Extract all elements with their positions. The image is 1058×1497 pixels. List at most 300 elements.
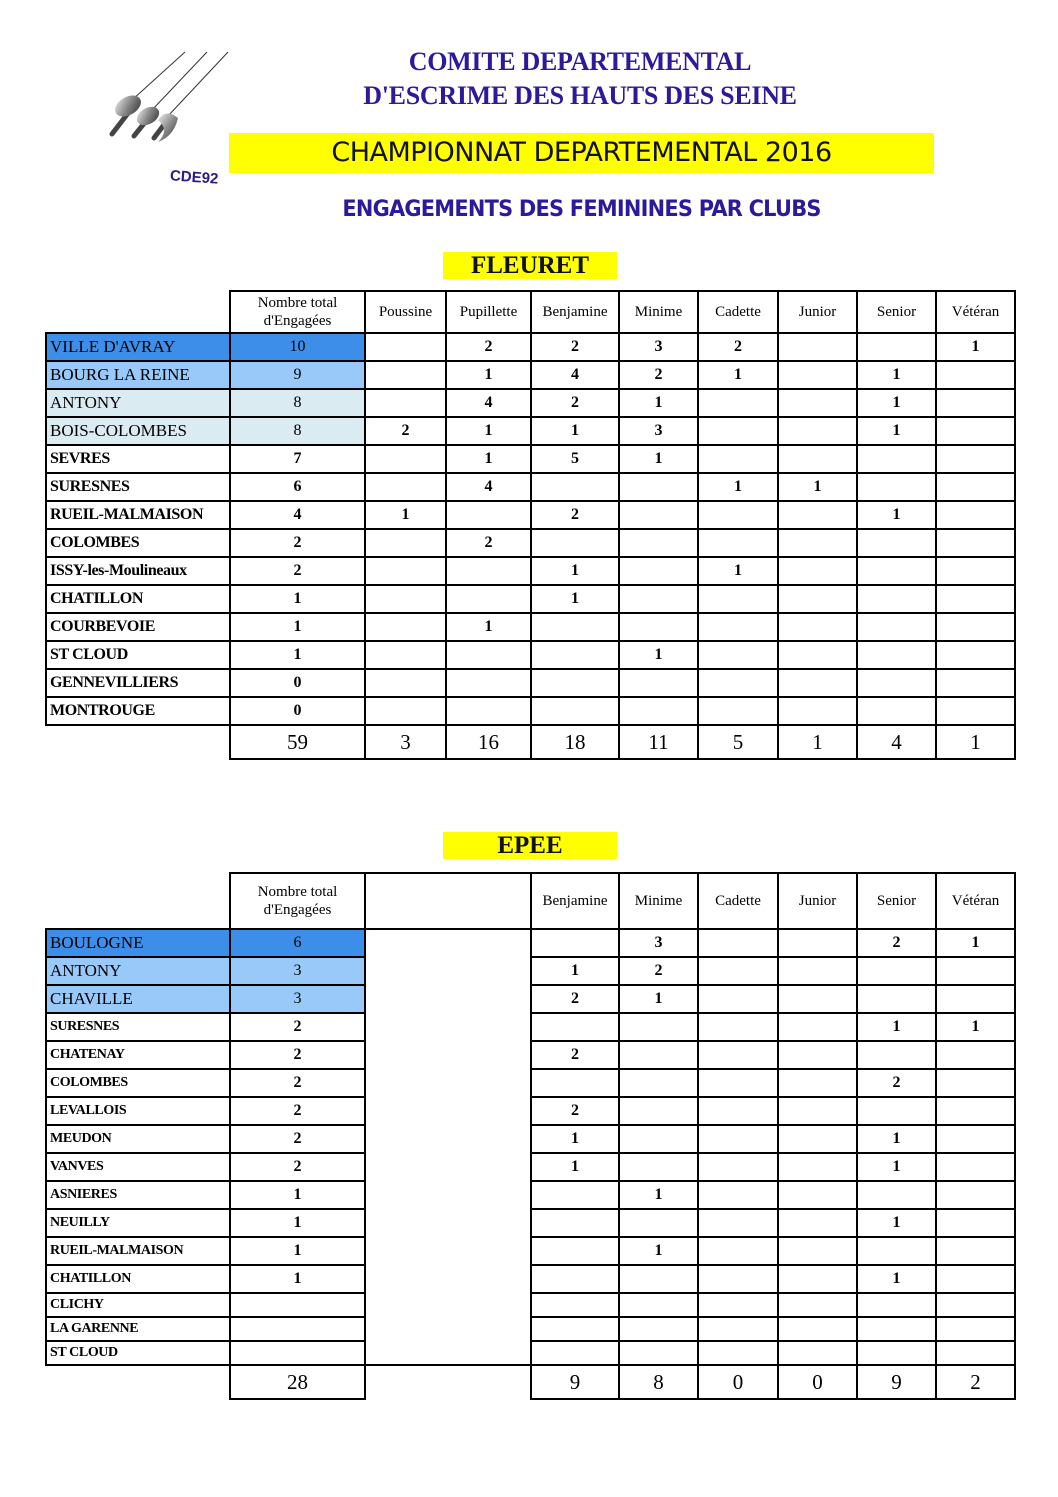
category-count: 1 xyxy=(619,985,698,1013)
category-count xyxy=(936,1125,1015,1153)
category-count xyxy=(619,1341,698,1365)
club-name: COURBEVOIE xyxy=(46,613,230,641)
column-total: 5 xyxy=(698,725,778,759)
category-count xyxy=(778,1181,857,1209)
category-count xyxy=(365,557,446,585)
table-row xyxy=(46,985,1015,1013)
category-count xyxy=(446,641,531,669)
category-count xyxy=(531,1341,619,1365)
category-count xyxy=(365,669,446,697)
category-count xyxy=(698,1341,778,1365)
header-blank xyxy=(46,291,230,333)
club-name: ISSY-les-Moulineaux xyxy=(46,557,230,585)
category-count xyxy=(446,557,531,585)
table-row xyxy=(46,501,1015,529)
category-count xyxy=(619,613,698,641)
category-count xyxy=(698,929,778,957)
category-count: 1 xyxy=(619,445,698,473)
category-count: 1 xyxy=(619,641,698,669)
category-count xyxy=(936,641,1015,669)
table-row xyxy=(46,613,1015,641)
table-row xyxy=(46,585,1015,613)
club-name: ASNIERES xyxy=(46,1181,230,1209)
table-row xyxy=(46,445,1015,473)
category-count xyxy=(936,697,1015,725)
category-count: 2 xyxy=(619,957,698,985)
total-entries: 2 xyxy=(230,557,365,585)
category-count xyxy=(936,1209,1015,1237)
category-count xyxy=(531,1181,619,1209)
total-entries: 3 xyxy=(230,957,365,985)
category-count xyxy=(619,1317,698,1341)
total-entries: 6 xyxy=(230,929,365,957)
category-count: 2 xyxy=(531,333,619,361)
category-count xyxy=(857,1181,936,1209)
category-count: 1 xyxy=(365,501,446,529)
total-entries: 2 xyxy=(230,1125,365,1153)
category-count xyxy=(778,957,857,985)
category-count xyxy=(857,957,936,985)
club-name: CHATILLON xyxy=(46,1265,230,1293)
table-row xyxy=(46,669,1015,697)
category-count xyxy=(857,1041,936,1069)
category-count xyxy=(531,1293,619,1317)
category-count xyxy=(619,1265,698,1293)
header-poussine: Poussine xyxy=(365,291,446,333)
category-count xyxy=(531,529,619,557)
category-count xyxy=(936,585,1015,613)
category-count xyxy=(698,445,778,473)
category-count xyxy=(365,445,446,473)
category-count xyxy=(857,1317,936,1341)
category-count: 5 xyxy=(531,445,619,473)
club-name: ANTONY xyxy=(46,389,230,417)
category-count xyxy=(619,473,698,501)
logo-text: CDE92 xyxy=(169,167,219,188)
category-count: 1 xyxy=(857,361,936,389)
category-count xyxy=(698,389,778,417)
category-count xyxy=(857,333,936,361)
category-count xyxy=(619,557,698,585)
category-count xyxy=(936,1097,1015,1125)
table-row xyxy=(46,1265,1015,1293)
club-name: GENNEVILLIERS xyxy=(46,669,230,697)
category-count xyxy=(698,1265,778,1293)
category-count: 1 xyxy=(857,417,936,445)
category-count xyxy=(619,669,698,697)
table-row xyxy=(46,473,1015,501)
header-minime: Minime xyxy=(619,291,698,333)
club-name: VILLE D'AVRAY xyxy=(46,333,230,361)
category-count xyxy=(619,1153,698,1181)
total-entries: 1 xyxy=(230,1181,365,1209)
totals-blank xyxy=(46,1365,230,1399)
total-entries: 1 xyxy=(230,1237,365,1265)
category-count: 2 xyxy=(446,529,531,557)
category-count: 1 xyxy=(698,361,778,389)
category-count xyxy=(857,985,936,1013)
category-count xyxy=(936,1265,1015,1293)
category-count xyxy=(698,669,778,697)
table-row xyxy=(46,1293,1015,1317)
category-count xyxy=(778,557,857,585)
category-count xyxy=(698,1209,778,1237)
category-count: 1 xyxy=(936,929,1015,957)
category-count xyxy=(936,1153,1015,1181)
total-entries: 7 xyxy=(230,445,365,473)
header-total-line2: d'Engagées xyxy=(263,902,332,918)
category-count xyxy=(936,985,1015,1013)
category-count: 1 xyxy=(857,1153,936,1181)
category-count xyxy=(531,697,619,725)
category-count xyxy=(936,613,1015,641)
category-count xyxy=(698,1317,778,1341)
category-count: 2 xyxy=(619,361,698,389)
category-count xyxy=(778,585,857,613)
category-count: 1 xyxy=(446,445,531,473)
category-count: 3 xyxy=(619,417,698,445)
category-count xyxy=(778,985,857,1013)
category-count: 1 xyxy=(857,1265,936,1293)
category-count xyxy=(365,473,446,501)
category-count: 2 xyxy=(365,417,446,445)
club-name: SEVRES xyxy=(46,445,230,473)
category-count: 1 xyxy=(778,473,857,501)
table-row xyxy=(46,1041,1015,1069)
club-name: MEUDON xyxy=(46,1125,230,1153)
club-name: CHATENAY xyxy=(46,1041,230,1069)
club-name: ST CLOUD xyxy=(46,641,230,669)
total-entries xyxy=(230,1317,365,1341)
category-count xyxy=(365,529,446,557)
category-count xyxy=(778,1317,857,1341)
total-entries: 2 xyxy=(230,1041,365,1069)
category-count xyxy=(936,1041,1015,1069)
header-total-line1: Nombre total xyxy=(257,295,338,311)
category-count: 2 xyxy=(531,985,619,1013)
category-count xyxy=(778,361,857,389)
club-name: COLOMBES xyxy=(46,529,230,557)
total-entries: 8 xyxy=(230,417,365,445)
category-count xyxy=(698,501,778,529)
header-pupillette: Pupillette xyxy=(446,291,531,333)
totals-blank xyxy=(46,725,230,759)
category-count xyxy=(857,585,936,613)
category-count xyxy=(778,501,857,529)
table-row xyxy=(46,1097,1015,1125)
category-count xyxy=(531,1317,619,1341)
total-entries: 1 xyxy=(230,585,365,613)
category-count xyxy=(857,669,936,697)
category-count xyxy=(778,389,857,417)
column-total: 28 xyxy=(230,1365,365,1399)
category-count xyxy=(446,501,531,529)
category-count xyxy=(857,641,936,669)
header-benjamine: Benjamine xyxy=(531,291,619,333)
table-row xyxy=(46,929,1015,957)
category-count xyxy=(365,361,446,389)
totals-row xyxy=(46,1365,1015,1399)
column-total: 9 xyxy=(531,1365,619,1399)
epee-heading: EPEE xyxy=(443,832,617,859)
category-count: 1 xyxy=(857,1125,936,1153)
category-count xyxy=(365,333,446,361)
table-row xyxy=(46,529,1015,557)
category-count xyxy=(531,641,619,669)
category-count xyxy=(365,613,446,641)
category-count xyxy=(531,613,619,641)
club-name: VANVES xyxy=(46,1153,230,1181)
column-total: 1 xyxy=(936,725,1015,759)
category-count: 4 xyxy=(446,389,531,417)
club-name: LA GARENNE xyxy=(46,1317,230,1341)
header-benjamine: Benjamine xyxy=(531,873,619,929)
category-count xyxy=(619,501,698,529)
club-name: RUEIL-MALMAISON xyxy=(46,501,230,529)
category-count xyxy=(446,585,531,613)
category-count: 1 xyxy=(936,333,1015,361)
category-count xyxy=(936,957,1015,985)
category-count: 2 xyxy=(531,389,619,417)
championship-banner: CHAMPIONNAT DEPARTEMENTAL 2016 xyxy=(229,133,934,173)
category-count: 1 xyxy=(698,557,778,585)
header-total-entries xyxy=(230,291,365,333)
category-count xyxy=(857,613,936,641)
header-junior: Junior xyxy=(778,291,857,333)
category-count: 1 xyxy=(446,417,531,445)
table-row xyxy=(46,1069,1015,1097)
cde92-logo xyxy=(70,38,240,188)
category-count xyxy=(619,697,698,725)
category-count xyxy=(936,1293,1015,1317)
fleuret-heading: FLEURET xyxy=(443,252,617,279)
category-count: 2 xyxy=(857,929,936,957)
club-name: LEVALLOIS xyxy=(46,1097,230,1125)
table-row xyxy=(46,1317,1015,1341)
category-count xyxy=(857,1097,936,1125)
category-count: 1 xyxy=(446,613,531,641)
table-row xyxy=(46,1013,1015,1041)
category-count xyxy=(698,1013,778,1041)
totals-row xyxy=(46,725,1015,759)
category-count: 1 xyxy=(698,473,778,501)
epee-table xyxy=(45,872,1016,1400)
total-entries: 10 xyxy=(230,333,365,361)
total-entries: 1 xyxy=(230,1265,365,1293)
column-total: 59 xyxy=(230,725,365,759)
header-total-line1: Nombre total xyxy=(257,884,338,900)
category-count xyxy=(778,1069,857,1097)
column-total: 16 xyxy=(446,725,531,759)
category-count xyxy=(778,1097,857,1125)
category-count xyxy=(619,1293,698,1317)
empty-gap-column xyxy=(365,929,531,1365)
category-count xyxy=(778,613,857,641)
category-count xyxy=(531,1013,619,1041)
category-count xyxy=(698,1181,778,1209)
category-count xyxy=(778,445,857,473)
table-row xyxy=(46,361,1015,389)
category-count xyxy=(531,1265,619,1293)
category-count xyxy=(778,529,857,557)
table-row xyxy=(46,957,1015,985)
category-count xyxy=(936,529,1015,557)
total-entries: 3 xyxy=(230,985,365,1013)
column-total: 0 xyxy=(778,1365,857,1399)
category-count xyxy=(778,1041,857,1069)
category-count xyxy=(531,669,619,697)
category-count xyxy=(778,1153,857,1181)
category-count: 1 xyxy=(936,1013,1015,1041)
category-count xyxy=(531,1069,619,1097)
category-count xyxy=(857,445,936,473)
total-entries: 1 xyxy=(230,641,365,669)
category-count xyxy=(531,473,619,501)
category-count: 1 xyxy=(857,1013,936,1041)
total-entries: 4 xyxy=(230,501,365,529)
category-count: 1 xyxy=(857,1209,936,1237)
category-count xyxy=(698,957,778,985)
club-name: SURESNES xyxy=(46,473,230,501)
category-count xyxy=(936,669,1015,697)
category-count: 2 xyxy=(531,501,619,529)
column-total: 0 xyxy=(698,1365,778,1399)
table-row xyxy=(46,1209,1015,1237)
club-name: BOIS-COLOMBES xyxy=(46,417,230,445)
category-count xyxy=(446,669,531,697)
category-count xyxy=(619,1209,698,1237)
category-count xyxy=(698,529,778,557)
category-count xyxy=(619,1013,698,1041)
category-count xyxy=(857,473,936,501)
header-senior: Senior xyxy=(857,291,936,333)
category-count: 1 xyxy=(619,389,698,417)
total-entries: 0 xyxy=(230,697,365,725)
category-count: 1 xyxy=(531,417,619,445)
total-entries: 2 xyxy=(230,1069,365,1097)
category-count: 4 xyxy=(446,473,531,501)
club-name: CHAVILLE xyxy=(46,985,230,1013)
column-total: 18 xyxy=(531,725,619,759)
category-count xyxy=(857,1237,936,1265)
category-count xyxy=(936,417,1015,445)
category-count xyxy=(365,585,446,613)
fleuret-header-row xyxy=(46,291,1015,333)
column-total: 9 xyxy=(857,1365,936,1399)
category-count xyxy=(698,1097,778,1125)
club-name: RUEIL-MALMAISON xyxy=(46,1237,230,1265)
table-row xyxy=(46,1153,1015,1181)
category-count xyxy=(857,697,936,725)
category-count xyxy=(936,361,1015,389)
category-count xyxy=(778,417,857,445)
fencing-foils-icon xyxy=(70,38,240,158)
club-name: BOURG LA REINE xyxy=(46,361,230,389)
column-total: 4 xyxy=(857,725,936,759)
category-count: 2 xyxy=(531,1097,619,1125)
column-total: 2 xyxy=(936,1365,1015,1399)
club-name: ST CLOUD xyxy=(46,1341,230,1365)
club-name: CLICHY xyxy=(46,1293,230,1317)
total-entries: 0 xyxy=(230,669,365,697)
category-count xyxy=(936,445,1015,473)
category-count xyxy=(936,389,1015,417)
header-senior: Senior xyxy=(857,873,936,929)
column-total: 1 xyxy=(778,725,857,759)
category-count xyxy=(936,1317,1015,1341)
table-row xyxy=(46,1341,1015,1365)
total-entries: 1 xyxy=(230,613,365,641)
category-count xyxy=(936,501,1015,529)
category-count: 1 xyxy=(531,1125,619,1153)
category-count xyxy=(778,697,857,725)
header-vtran: Vétéran xyxy=(936,873,1015,929)
category-count xyxy=(778,1209,857,1237)
category-count xyxy=(619,1125,698,1153)
category-count: 1 xyxy=(531,585,619,613)
total-entries: 2 xyxy=(230,1153,365,1181)
category-count: 2 xyxy=(446,333,531,361)
category-count xyxy=(778,1265,857,1293)
header-total-line2: d'Engagées xyxy=(263,313,332,329)
table-row xyxy=(46,417,1015,445)
header-minime: Minime xyxy=(619,873,698,929)
category-count xyxy=(531,1237,619,1265)
category-count xyxy=(936,557,1015,585)
club-name: BOULOGNE xyxy=(46,929,230,957)
category-count: 3 xyxy=(619,333,698,361)
category-count xyxy=(698,417,778,445)
category-count: 1 xyxy=(619,1181,698,1209)
page-subtitle: ENGAGEMENTS DES FEMININES PAR CLUBS xyxy=(342,197,821,222)
club-name: COLOMBES xyxy=(46,1069,230,1097)
category-count xyxy=(936,1069,1015,1097)
category-count: 1 xyxy=(446,361,531,389)
category-count xyxy=(698,1293,778,1317)
category-count xyxy=(778,1013,857,1041)
column-total: 3 xyxy=(365,725,446,759)
total-entries: 9 xyxy=(230,361,365,389)
category-count xyxy=(531,929,619,957)
category-count xyxy=(857,1341,936,1365)
total-entries: 2 xyxy=(230,529,365,557)
category-count xyxy=(698,985,778,1013)
table-row xyxy=(46,333,1015,361)
category-count xyxy=(778,1125,857,1153)
category-count xyxy=(619,529,698,557)
table-row xyxy=(46,641,1015,669)
category-count xyxy=(531,1209,619,1237)
club-name: NEUILLY xyxy=(46,1209,230,1237)
category-count xyxy=(365,389,446,417)
category-count xyxy=(778,1237,857,1265)
epee-header-row xyxy=(46,873,1015,929)
category-count xyxy=(619,1097,698,1125)
club-name: ANTONY xyxy=(46,957,230,985)
category-count xyxy=(936,1237,1015,1265)
category-count: 1 xyxy=(857,501,936,529)
category-count xyxy=(698,1041,778,1069)
category-count xyxy=(698,613,778,641)
category-count: 3 xyxy=(619,929,698,957)
category-count xyxy=(936,1341,1015,1365)
category-count xyxy=(936,473,1015,501)
category-count xyxy=(778,669,857,697)
total-entries: 8 xyxy=(230,389,365,417)
header-vtran: Vétéran xyxy=(936,291,1015,333)
column-total: 8 xyxy=(619,1365,698,1399)
table-row xyxy=(46,1181,1015,1209)
